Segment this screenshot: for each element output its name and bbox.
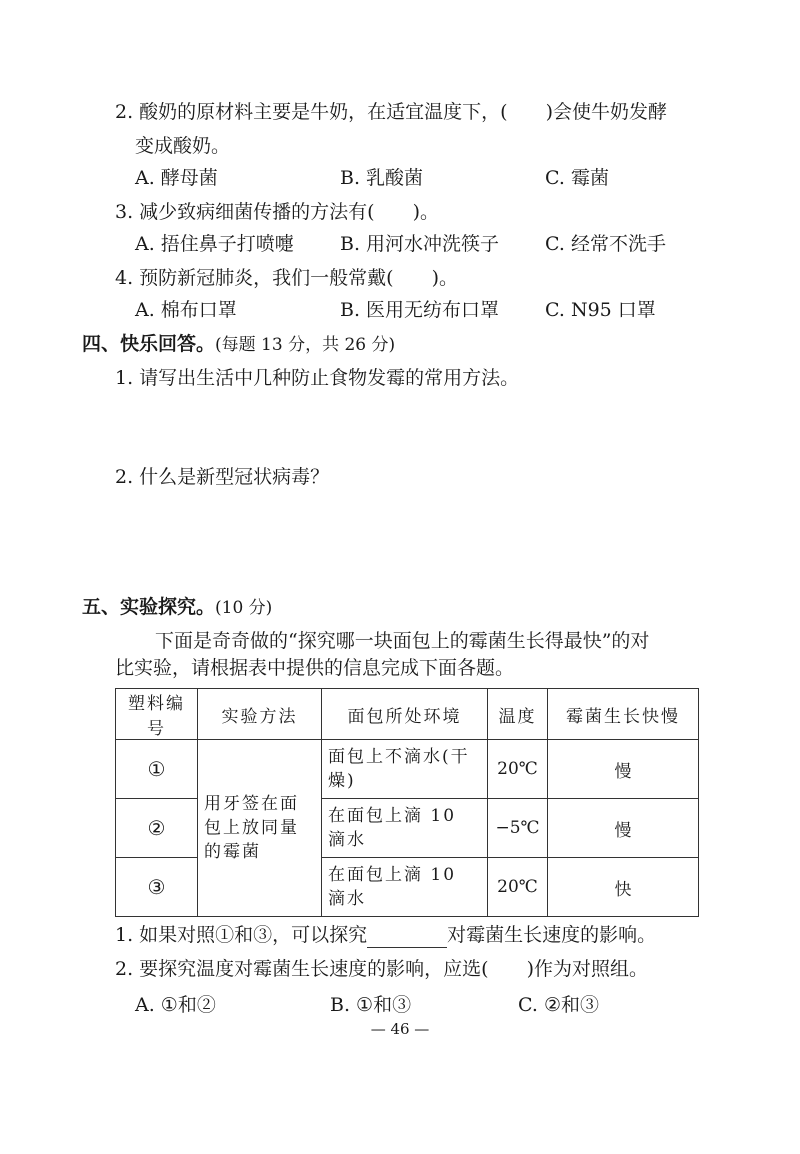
section-5-score-note: (10 分) xyxy=(215,598,273,618)
q2-option-c: C. 霉菌 xyxy=(545,167,609,189)
question-2-line2: 变成酸奶。 xyxy=(135,135,231,157)
cell-method: 用牙签在面包上放同量的霉菌 xyxy=(198,740,322,917)
cell-speed: 慢 xyxy=(548,799,699,858)
q1-text-before: 1. 如果对照①和③，可以探究 xyxy=(115,924,368,946)
s5-q2-option-a: A. ①和② xyxy=(135,994,216,1016)
cell-temperature: −5℃ xyxy=(488,799,548,858)
q2-option-b: B. 乳酸菌 xyxy=(340,167,424,189)
answer-blank[interactable] xyxy=(367,927,447,948)
table-header-row xyxy=(116,689,699,740)
section-5-intro-line1: 下面是奇奇做的“探究哪一块面包上的霉菌生长得最快”的对 xyxy=(155,630,650,652)
q3-option-c: C. 经常不洗手 xyxy=(545,233,666,255)
header-sample-number: 塑料编号 xyxy=(116,689,198,740)
section-5-question-2: 2. 要探究温度对霉菌生长速度的影响，应选( )作为对照组。 xyxy=(115,958,648,980)
question-4: 4. 预防新冠肺炎，我们一般常戴( )。 xyxy=(115,267,458,289)
cell-id: ① xyxy=(116,740,198,799)
cell-id: ② xyxy=(116,799,198,858)
cell-environment: 在面包上滴 10 滴水 xyxy=(322,799,488,858)
q4-option-b: B. 医用无纺布口罩 xyxy=(340,299,500,321)
experiment-table xyxy=(115,688,699,917)
cell-speed: 快 xyxy=(548,858,699,917)
section-5-heading xyxy=(82,594,272,621)
section-4-title: 四、快乐回答。 xyxy=(82,333,216,355)
section-4-heading xyxy=(82,331,395,358)
section-5-intro-line2: 比实验，请根据表中提供的信息完成下面各题。 xyxy=(115,657,515,679)
question-2-line1: 2. 酸奶的原材料主要是牛奶，在适宜温度下，( )会使牛奶发酵 xyxy=(115,101,667,123)
s5-q2-option-c: C. ②和③ xyxy=(518,994,599,1016)
q4-option-a: A. 棉布口罩 xyxy=(135,299,237,321)
table-row xyxy=(116,740,699,799)
header-growth-speed: 霉菌生长快慢 xyxy=(548,689,699,740)
section-5-question-1 xyxy=(115,922,656,948)
q2-option-a: A. 酵母菌 xyxy=(135,167,218,189)
s5-q2-option-b: B. ①和③ xyxy=(330,994,412,1016)
header-temperature: 温度 xyxy=(488,689,548,740)
section-4-score-note: (每题 13 分，共 26 分) xyxy=(215,335,396,355)
cell-temperature: 20℃ xyxy=(488,740,548,799)
header-environment: 面包所处环境 xyxy=(322,689,488,740)
page-number: — 46 — xyxy=(370,1020,430,1038)
section-5-title: 五、实验探究。 xyxy=(82,596,216,618)
cell-speed: 慢 xyxy=(548,740,699,799)
section-4-question-2: 2. 什么是新型冠状病毒？ xyxy=(115,466,330,488)
q1-text-after: 对霉菌生长速度的影响。 xyxy=(447,924,657,946)
section-4-question-1: 1. 请写出生活中几种防止食物发霉的常用方法。 xyxy=(115,367,520,389)
question-3: 3. 减少致病细菌传播的方法有( )。 xyxy=(115,201,439,223)
cell-environment: 面包上不滴水(干燥) xyxy=(322,740,488,799)
header-method: 实验方法 xyxy=(198,689,322,740)
q4-option-c: C. N95 口罩 xyxy=(545,299,656,321)
cell-environment: 在面包上滴 10 滴水 xyxy=(322,858,488,917)
q3-option-a: A. 捂住鼻子打喷嚏 xyxy=(135,233,294,255)
q3-option-b: B. 用河水冲洗筷子 xyxy=(340,233,500,255)
cell-temperature: 20℃ xyxy=(488,858,548,917)
cell-id: ③ xyxy=(116,858,198,917)
